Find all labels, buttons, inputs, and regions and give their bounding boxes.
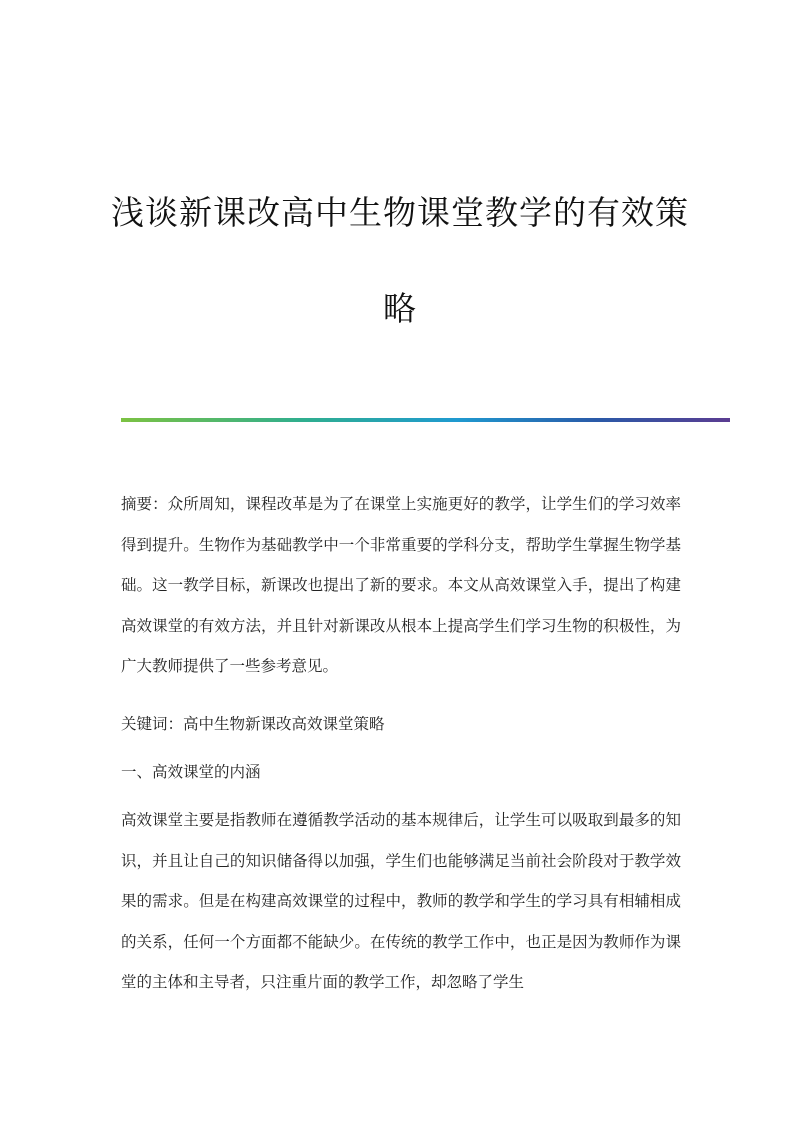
title-line-2: 略 — [383, 289, 417, 328]
section-paragraph: 高效课堂主要是指教师在遵循教学活动的基本规律后，让学生可以吸取到最多的知识，并且让自己的知识储备得以加强，学生们也能够满足当前社会阶段对于教学效果的需求。但是在构建高效课堂的过程中，教师的教学和学生的学习具有相辅相成的关系，任何一个方面都不能缺少。在传统的教学工作中，也正是因为教师作为课堂的主体和主导者，只注重片面的教学工作，却忽略了学生 — [121, 811, 681, 991]
keywords-line: 关键词：高中生物新课改高效课堂策略 — [121, 715, 385, 733]
abstract-block — [121, 484, 681, 687]
section-heading-block — [121, 752, 681, 793]
keywords-block — [121, 704, 681, 745]
document-title — [100, 165, 700, 357]
title-line-1: 浅谈新课改高中生物课堂教学的有效策 — [111, 193, 689, 232]
section-content-block — [121, 800, 681, 1003]
gradient-divider — [121, 418, 730, 422]
abstract-paragraph: 摘要：众所周知，课程改革是为了在课堂上实施更好的教学，让学生们的学习效率得到提升。生物作为基础教学中一个非常重要的学科分支，帮助学生掌握生物学基础。这一教学目标，新课改也提出了新的要求。本文从高效课堂入手，提出了构建高效课堂的有效方法，并且针对新课改从根本上提高学生们学习生物的积极性，为广大教师提供了一些参考意见。 — [121, 495, 681, 675]
section-heading: 一、高效课堂的内涵 — [121, 763, 261, 781]
